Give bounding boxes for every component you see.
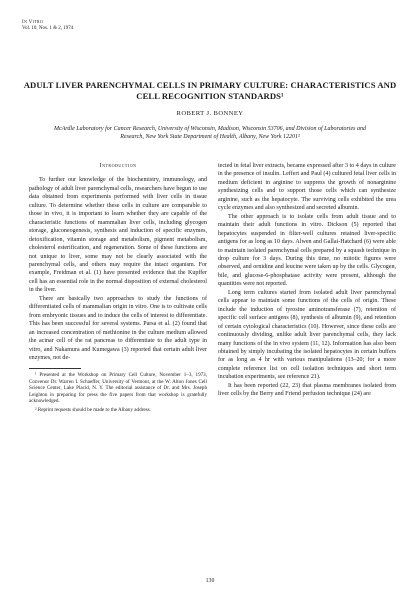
paragraph: The other approach is to isolate cells from adult tissue and to maintain their adult functions in vitro. Dickson (5) reported that hepatocytes suspended in filter-well cultures retained liver-specific antigens for as long as 10 days. Alwen and Gallai-Hatchard (6) were able to maintain isolated parenchymal cells prepared by a squash technique in drop culture for 3 days. During this time, no mitotic figures were observed, and ornidine and leucine were taken up by the cells. Glycogen, bile, and glucose-6-phosphatase activity were present, although the quantities were not reported. <box>218 213 396 288</box>
article-affiliation: McArdle Laboratory for Cancer Research, University of Wisconsin, Madison, Wisconsin 53706, and Division of Laboratories and Research, New York State Department of Health, Albany, New York 12201² <box>53 126 367 141</box>
footnote-rule <box>29 368 81 369</box>
article-title: ADULT LIVER PARENCHYMAL CELLS IN PRIMARY CULTURE: CHARACTERISTICS AND CELL RECOGNITION STANDARDS¹ <box>23 80 397 101</box>
journal-title: In Vitro <box>22 20 44 25</box>
paragraph: It has been reported (22, 23) that plasma membranes isolated from liver cells by the Berry and Friend perfusion technique (24) are <box>218 382 396 398</box>
journal-volume: Vol. 10, Nos. 1 & 2, 1974 <box>22 26 74 31</box>
left-column <box>29 162 207 413</box>
footnote: ¹ Presented at the Workshop on Primary Cell Culture, November 1–3, 1973, Convenor Dr. Warren I. Schaeffer, University of Vermont, at the W. Alton Jones Cell Science Center, Lake Placid, N. Y. The editorial assistance of Dr. and Mrs. Joseph Leighton in preparing for press the five papers from that workshop is gratefully acknowledged. <box>29 372 207 405</box>
journal-header <box>22 20 73 32</box>
paragraph: There are basically two approaches to study the functions of differentiated cells of mammalian origin in vitro. One is to cultivate cells from embryonic tissues and to induce the cells of interest to differentiate. This has been successful for several systems. Parsa et al. (2) found that an increased concentration of methionine in the culture medium allowed the acinar cell of the rat pancreas to differentiate to the adult type in vitro, and Nakamura and Kumegawa (3) reported that certain adult liver enzymes, not de- <box>29 295 207 361</box>
footnote: ² Reprint requests should be made to the Albany address. <box>35 406 151 413</box>
article-author: ROBERT J. BONNEY <box>176 110 244 117</box>
page-number: 130 <box>205 578 215 584</box>
paragraph: Long term cultures started from isolated adult liver parenchymal cells appear to maintain some functions of the cells of origin. These include the induction of tyrosine aminotransferase (7), retention of specific cell surface antigens (8), synthesis of albumin (9), and retention of certain cytological characteristics (10). However, since these cells are continuously dividing, unlike adult liver parenchymal cells, they lack many functions of the in vivo system (11, 12). Information has also been obtained by simply incubating the isolated hepatocytes in certain buffers for as long as 4 hr with various manipulations (13–20; for a more complete reference list on cell isolation techniques and short term incubation experiments, see reference 21). <box>218 289 396 381</box>
paragraph: tected in fetal liver extracts, became expressed after 3 to 4 days in culture in the presence of insulin. Leffert and Paul (4) cultured fetal liver cells in medium deficient in arginine to suppress the growth of nonarginine synthesizing cells and to support those cells which can synthesize arginine, such as the hepatocyte. The surviving cells exhibited the urea cycle enzymes and also synthesized and secreted albumin. <box>218 163 396 212</box>
section-heading: Introduction <box>99 162 137 169</box>
right-column <box>218 162 396 399</box>
paragraph: To further our knowledge of the biochemistry, immunology, and pathology of adult liver parenchymal cells, researchers have begun to use data obtained from experiments performed with liver cells in tissue culture. To determine whether these cells in culture are comparable to those in vivo, it is important to learn whether they are capable of the characteristic functions of mammalian liver cells, including glycogen storage, gluconeogenesis, synthesis and induction of specific enzymes, detoxification, vitamin storage and metabolism, pigment metabolism, cholesterol esterification, and regeneration. Some of these functions are not unique to liver, some may not be clearly associated with the parenchymal cells, and others may require the intact organism. For example, Freidman et al. (1) have presented evidence that the Kupffer cell has an essential role in the normal disposition of external cholesterol in the liver. <box>29 177 207 294</box>
